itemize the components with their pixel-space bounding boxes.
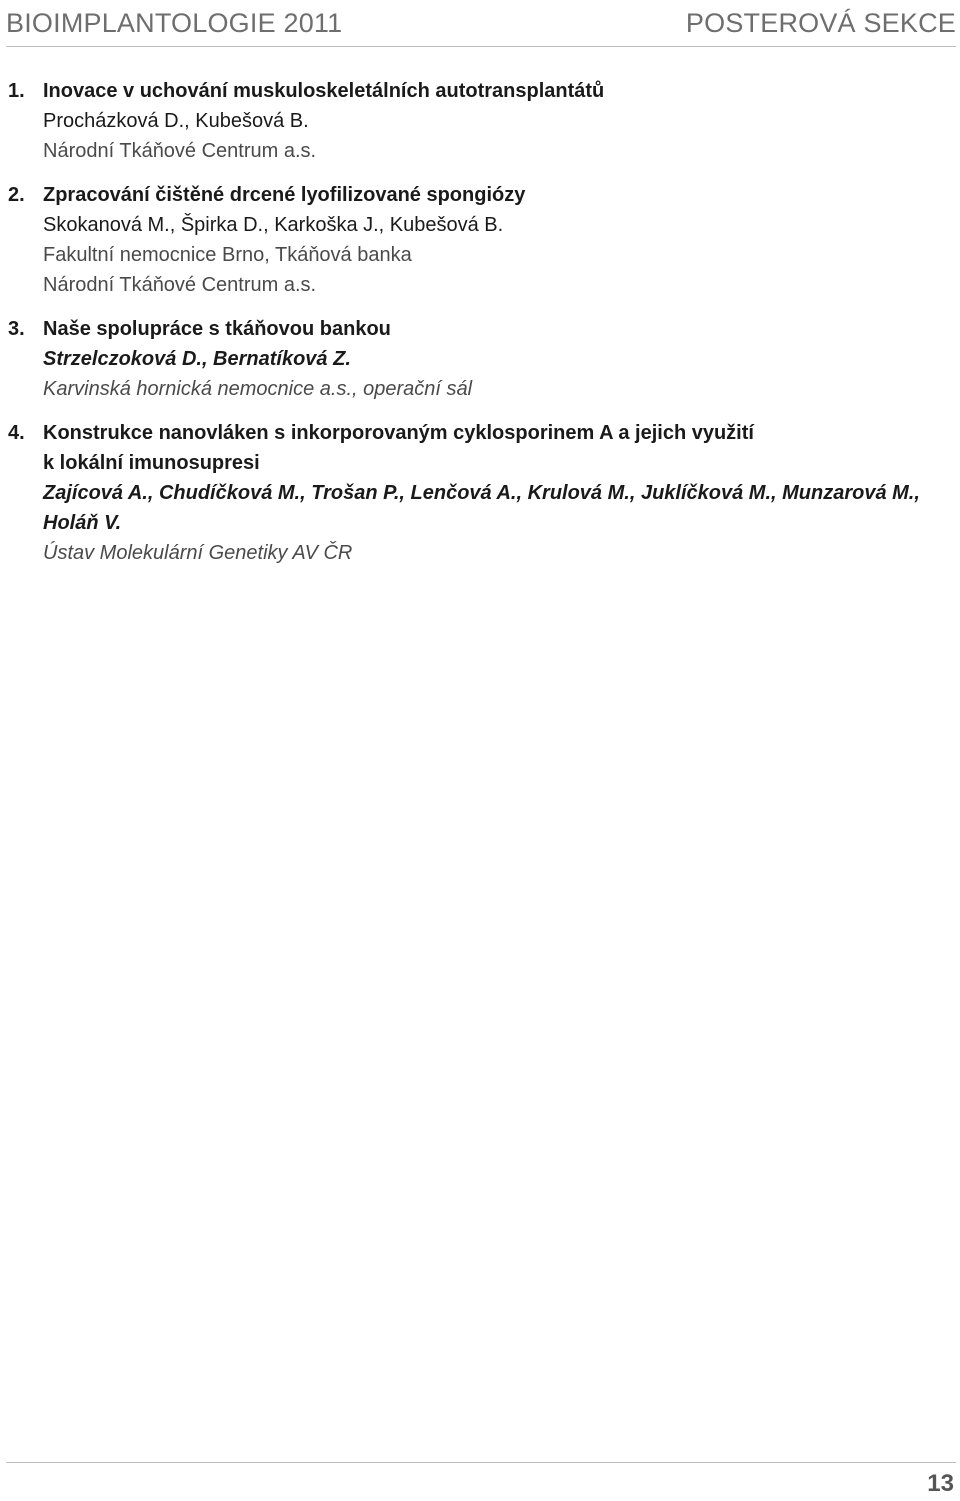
entry-number: 3. bbox=[8, 318, 25, 340]
entry-title: Naše spolupráce s tkáňovou bankou bbox=[43, 318, 391, 340]
entry-affiliation: Karvinská hornická nemocnice a.s., operační sál bbox=[43, 378, 473, 400]
entry-authors-continued: Holáň V. bbox=[43, 512, 122, 534]
abstract-entry-2 bbox=[0, 180, 960, 300]
entry-authors: Skokanová M., Špirka D., Karkoška J., Kubešová B. bbox=[43, 214, 504, 236]
entry-authors: Zajícová A., Chudíčková M., Trošan P., Lenčová A., Krulová M., Juklíčková M., Munzarová M., bbox=[43, 482, 920, 504]
entry-number: 2. bbox=[8, 184, 25, 206]
entry-title-continued: k lokální imunosupresi bbox=[43, 452, 260, 474]
abstract-entry-3 bbox=[0, 314, 960, 404]
page-header bbox=[6, 0, 956, 47]
entry-affiliation: Ústav Molekulární Genetiky AV ČR bbox=[43, 542, 353, 564]
header-section-title: POSTEROVÁ SEKCE bbox=[685, 7, 956, 38]
abstract-list bbox=[0, 76, 960, 582]
header-conference-title: BIOIMPLANTOLOGIE 2011 bbox=[6, 7, 343, 38]
entry-number: 1. bbox=[8, 80, 25, 102]
entry-affiliation: Národní Tkáňové Centrum a.s. bbox=[43, 140, 317, 162]
entry-affiliation: Národní Tkáňové Centrum a.s. bbox=[43, 274, 317, 296]
entry-title: Inovace v uchování muskuloskeletálních autotransplantátů bbox=[43, 80, 605, 102]
abstract-entry-4 bbox=[0, 418, 960, 568]
entry-affiliation: Fakultní nemocnice Brno, Tkáňová banka bbox=[43, 244, 412, 266]
entry-title: Zpracování čištěné drcené lyofilizované spongiózy bbox=[43, 184, 526, 206]
entry-authors: Strzelczoková D., Bernatíková Z. bbox=[43, 348, 351, 370]
abstract-entry-1 bbox=[0, 76, 960, 166]
entry-authors: Procházková D., Kubešová B. bbox=[43, 110, 309, 132]
entry-number: 4. bbox=[8, 422, 25, 444]
entry-title: Konstrukce nanovláken s inkorporovaným cyklosporinem A a jejich využití bbox=[43, 422, 754, 444]
footer-divider bbox=[6, 1462, 956, 1463]
page-number: 13 bbox=[927, 1470, 954, 1497]
